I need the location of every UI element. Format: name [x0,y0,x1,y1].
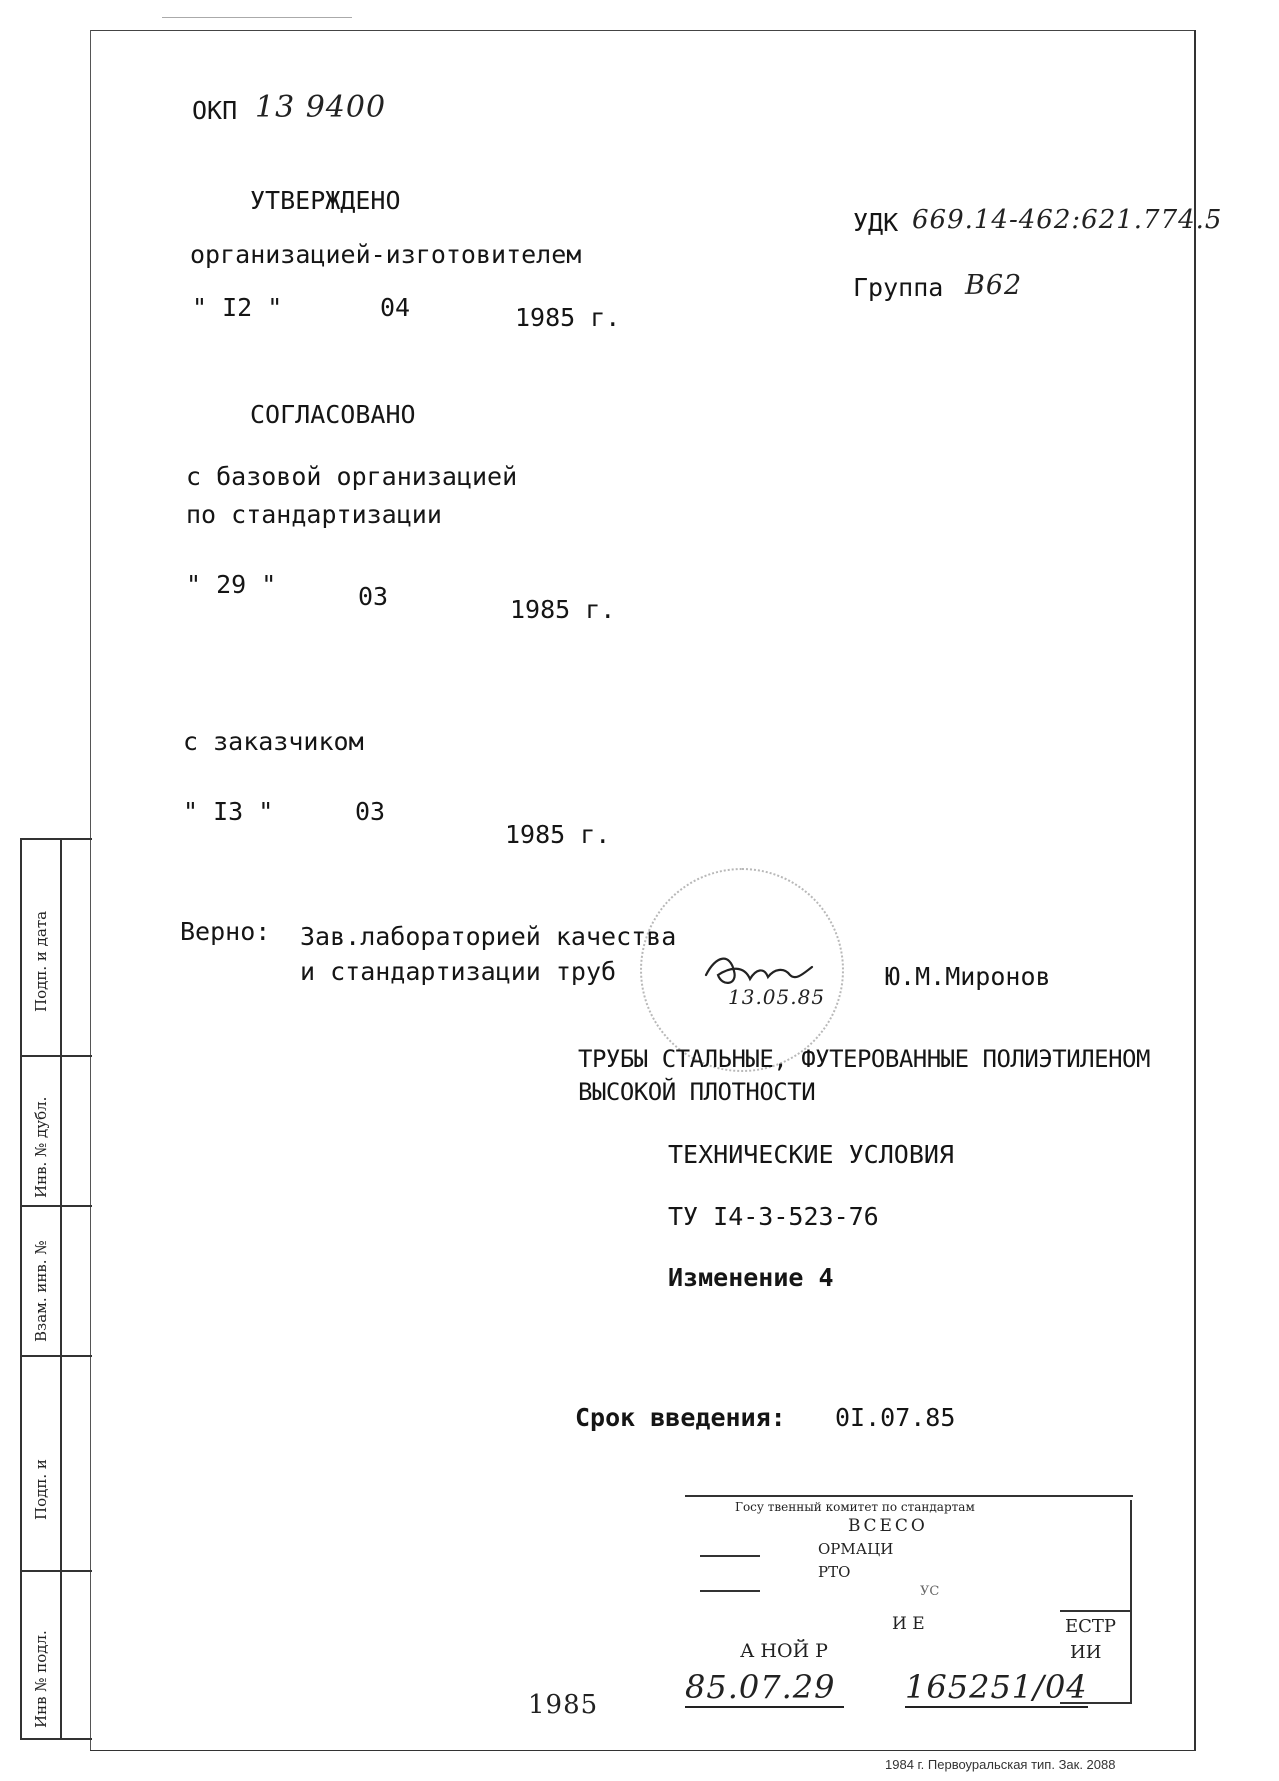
effective-label: Срок введения: [575,1403,786,1432]
agreed-base-line1: с базовой организацией [186,462,518,491]
side-label-orig-inv: Инв № подл. [32,1630,50,1728]
verified-label: Верно: [180,917,271,946]
stamp-line7: ЕСТР [1065,1616,1117,1637]
side-label-dup-inv: Инв. № дубл. [32,1096,50,1198]
top-edge-mark [162,17,352,18]
agreed-base-line2: по стандартизации [186,500,442,529]
stamp-line9: ИИ [1070,1642,1102,1663]
stamp-line3: ОРМАЦИ [818,1540,894,1558]
frame-bottom-border [90,1750,1196,1751]
approved-day: " I2 " [192,293,283,322]
side-table-rule-5 [20,1570,92,1572]
agreed-heading: СОГЛАСОВАНО [250,400,416,429]
stamp-top-rule [685,1495,1133,1498]
side-label-repl-inv: Взам. инв. № [32,1240,50,1342]
effective-date: 0I.07.85 [835,1403,956,1432]
title-line1: ТРУБЫ СТАЛЬНЫЕ, ФУТЕРОВАННЫЕ ПОЛИЭТИЛЕНОМ [578,1045,1150,1073]
approved-heading: УТВЕРЖДЕНО [250,186,401,215]
side-table-rule-2 [20,1055,92,1057]
frame-top-border [90,30,1195,31]
printer-footer: 1984 г. Первоуральская тип. Зак. 2088 [885,1757,1116,1772]
stamp-line8: А НОЙ Р [740,1640,828,1662]
frame-left-border [90,30,91,1750]
agreed-customer-day: " I3 " [183,797,274,826]
agreed-base-month: 03 [358,582,389,611]
agreed-base-year: 1985 г. [510,595,616,624]
side-table-rule-6 [20,1738,92,1740]
side-table-outer-left [20,838,22,1738]
stamp-line6: И Е [892,1614,925,1634]
agreed-base-day: " 29 " [186,570,277,599]
approved-month: 04 [380,293,411,322]
verified-name: Ю.М.Миронов [885,962,1051,991]
side-table-rule-3 [20,1205,92,1207]
verified-position-line2: и стандартизации труб [300,957,617,986]
frame-right-border [1194,30,1196,1750]
approved-by: организацией-изготовителем [190,240,582,269]
stamp-inner-rule-a [700,1555,760,1558]
udk-label: УДК [853,208,899,237]
approved-year: 1985 г. [515,303,621,332]
registration-date: 85.07.29 [685,1668,844,1708]
doc-code: ТУ I4-3-523-76 [668,1202,879,1231]
group-value: В62 [965,270,1023,301]
stamp-line2: ВСЕСО [848,1516,928,1536]
udk-value: 669.14-462:621.774.5 [912,205,1223,235]
bottom-year: 1985 [528,1690,599,1720]
title-line2: ВЫСОКОЙ ПЛОТНОСТИ [578,1078,816,1106]
okp-label: ОКП [192,96,238,125]
side-table-inner-divider [60,838,62,1738]
okp-value: 13 9400 [255,90,387,125]
agreed-customer: с заказчиком [183,727,364,756]
group-label: Группа [853,273,944,302]
stamp-line4: РТО [818,1563,851,1581]
agreed-customer-year: 1985 г. [505,820,611,849]
side-label-sign-date: Подп. и дата [32,910,50,1012]
stamp-inner-rule-b [700,1590,760,1593]
doc-type: ТЕХНИЧЕСКИЕ УСЛОВИЯ [668,1140,954,1169]
registration-number: 165251/04 [905,1668,1088,1706]
side-table-rule-1 [20,838,92,840]
signature-date: 13.05.85 [728,985,826,1009]
change-number: Изменение 4 [668,1263,834,1292]
stamp-right-rule-upper [1130,1500,1133,1610]
stamp-line1: Госу твенный комитет по стандартам [735,1500,975,1514]
agreed-customer-month: 03 [355,797,386,826]
side-label-sign: Подп. и [32,1459,50,1520]
verified-position-line1: Зав.лабораторией качества [300,922,677,951]
side-table-rule-4 [20,1355,92,1357]
stamp-line5: УС [920,1584,940,1599]
